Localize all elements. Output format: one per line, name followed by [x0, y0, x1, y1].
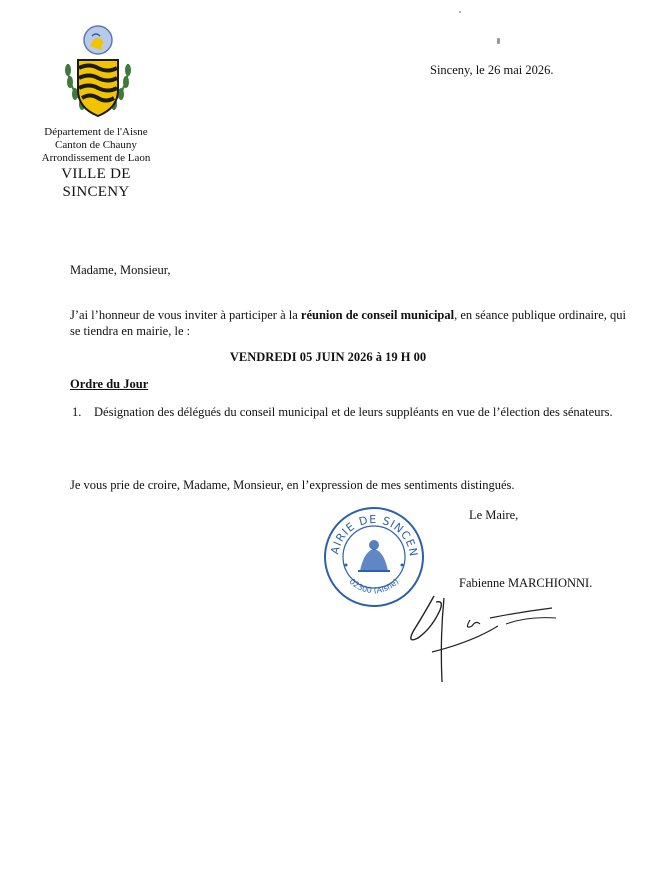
svg-text:MAIRIE DE SINCENY: AIRIE DE SINCEN [328, 512, 421, 559]
signatory-name: Fabienne MARCHIONNI. [459, 576, 593, 590]
header-department: Département de l'Aisne [44, 126, 148, 138]
greeting: Madame, Monsieur, [70, 263, 171, 277]
invitation-paragraph [70, 307, 626, 339]
municipal-crest-logo [62, 24, 134, 124]
agenda-item-text: Désignation des délégués du conseil municipal et de leurs suppléants en vue de l’élection des sénateurs. [94, 405, 613, 419]
meeting-date: VENDREDI 05 JUIN 2026 à 19 H 00 [229, 350, 427, 364]
scan-speck [459, 11, 461, 13]
svg-text:02300 (Aisne): 02300 (Aisne) [347, 576, 401, 596]
intro-text-after: , en séance publique ordinaire, qui se tiendra en mairie, le : [70, 308, 626, 338]
agenda-title: Ordre du Jour [70, 377, 149, 391]
agenda-item [70, 405, 630, 420]
header-canton: Canton de Chauny [55, 139, 137, 151]
place-and-date: Sinceny, le 26 mai 2026. [430, 63, 554, 77]
town-name-line2: SINCENY [62, 184, 130, 200]
administrative-header [30, 126, 162, 165]
town-name [30, 165, 162, 201]
header-arrondissement: Arrondissement de Laon [41, 152, 151, 164]
handwritten-signature [398, 592, 558, 684]
intro-text-before: J’ai l’honneur de vous inviter à participer à la [70, 308, 301, 322]
scan-speck [497, 38, 500, 44]
signatory-title: Le Maire, [469, 508, 519, 522]
intro-bold-text: réunion de conseil municipal [300, 308, 455, 322]
agenda-item-number: 1. [72, 405, 82, 419]
closing-formula: Je vous prie de croire, Madame, Monsieur, en l’expression de mes sentiments distingués. [70, 478, 515, 492]
town-name-line1: VILLE DE [61, 166, 131, 182]
